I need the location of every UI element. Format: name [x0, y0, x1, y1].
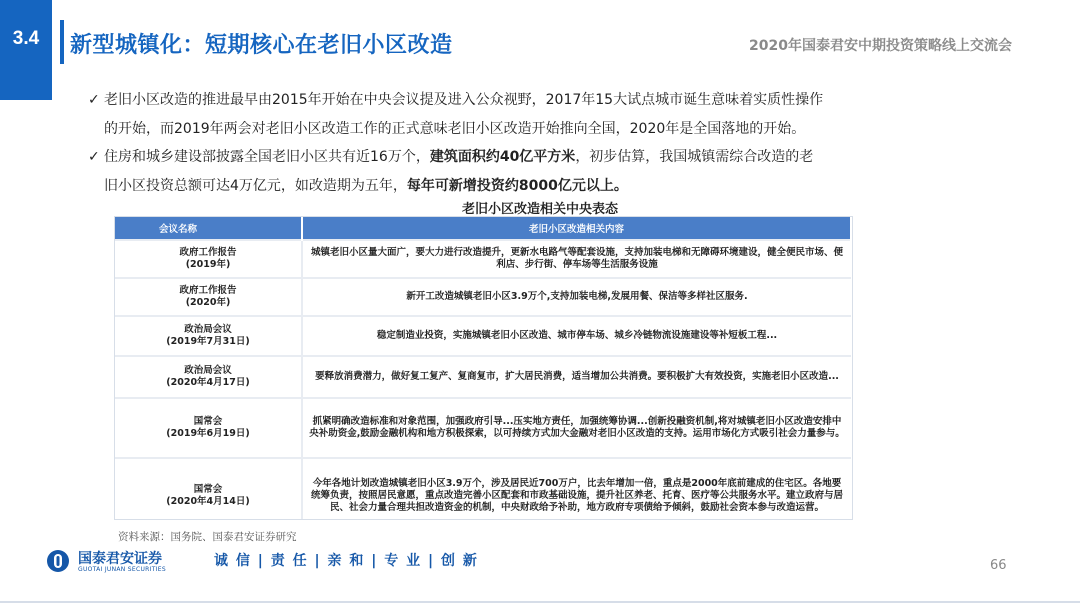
- bullet-2-text-d: 旧小区投资总额可达4万亿元，如改造期为五年，: [104, 177, 407, 194]
- content-cell: 新开工改造城镇老旧小区3.9万个,支持加装电梯,发展用餐、保洁等多样社区服务.: [302, 278, 851, 316]
- meeting-date: (2019年7月31日): [166, 336, 250, 347]
- logo-subtext: GUOTAI JUNAN SECURITIES: [78, 566, 166, 573]
- meeting-date: (2020年4月17日): [166, 377, 250, 388]
- section-number: 3.4: [12, 28, 40, 49]
- bullet-item-1-cont: [88, 115, 918, 144]
- content-cell: 抓紧明确改造标准和对象范围，加强政府引导...压实地方责任，加强统筹协调...创新投融资机制,将对城镇老旧小区改造安排中央补助资金,鼓励金融机构和地方积极探索，以可持续方式加大金融对老旧小区改造的支持。运用市场化方式吸引社会力量参与。: [302, 398, 851, 458]
- policy-table: [114, 216, 853, 520]
- source-note: 资料来源：国务院、国泰君安证券研究: [118, 531, 297, 543]
- logo-icon: [46, 549, 70, 573]
- table-row: [115, 356, 851, 398]
- bottom-divider: [0, 601, 1080, 603]
- meeting-date: (2020年4月14日): [166, 496, 250, 507]
- check-icon: ✓: [88, 149, 100, 165]
- table-row: [115, 458, 851, 520]
- meeting-cell: [115, 316, 302, 356]
- bullet-1-line-2: 的开始，而2019年两会对老旧小区改造工作的正式意味老旧小区改造开始推向全国，2020年是全国落地的开始。: [104, 120, 806, 137]
- table-row: [115, 240, 851, 278]
- meeting-name: 国常会: [193, 484, 223, 495]
- bullet-item-2-cont: [88, 172, 918, 201]
- meeting-cell: [115, 398, 302, 458]
- page-title: 新型城镇化：短期核心在老旧小区改造: [70, 33, 453, 58]
- bullet-2-highlight-area: 建筑面积约40亿平方米: [429, 149, 576, 165]
- meeting-cell: [115, 458, 302, 520]
- table-header-row: [115, 217, 851, 240]
- content-cell: 稳定制造业投资，实施城镇老旧小区改造、城市停车场、城乡冷链物流设施建设等补短板工程...: [302, 316, 851, 356]
- section-badge: [0, 0, 52, 100]
- meeting-date: (2020年): [185, 297, 231, 308]
- meeting-cell: [115, 356, 302, 398]
- meeting-name: 政府工作报告: [179, 285, 237, 296]
- table-caption: 老旧小区改造相关中央表态: [461, 202, 618, 217]
- bullet-2-highlight-investment: 每年可新增投资约8000亿元以上。: [406, 177, 628, 194]
- bullet-1-line-1: 老旧小区改造的推进最早由2015年开始在中央会议提及进入公众视野，2017年15大试点城市诞生意味着实质性操作: [104, 92, 824, 108]
- header-meeting: 会议名称: [115, 217, 302, 240]
- meeting-name: 国常会: [193, 416, 223, 427]
- bullet-2-text-c: ，初步估算，我国城镇需综合改造的老: [575, 149, 814, 165]
- table-row: [115, 278, 851, 316]
- event-title: 2020年国泰君安中期投资策略线上交流会: [749, 38, 1012, 54]
- meeting-date: (2019年): [185, 259, 231, 270]
- bullet-2-text-a: 住房和城乡建设部披露全国老旧小区共有近16万个，: [104, 149, 430, 165]
- meeting-cell: [115, 240, 302, 278]
- meeting-name: 政治局会议: [184, 324, 232, 335]
- content-cell: 城镇老旧小区量大面广，要大力进行改造提升，更新水电路气等配套设施，支持加装电梯和无障碍环境建设，健全便民市场、便利店、步行街、停车场等生活服务设施: [302, 240, 851, 278]
- table-row: [115, 398, 851, 458]
- bullet-item-2: [88, 143, 918, 172]
- slogan: 诚 信 | 责 任 | 亲 和 | 专 业 | 创 新: [214, 553, 479, 569]
- page-number: 66: [990, 558, 1007, 573]
- meeting-date: (2019年6月19日): [166, 428, 250, 439]
- company-logo: [46, 545, 206, 579]
- bullet-item-1: [88, 86, 918, 115]
- title-accent-bar: [60, 20, 64, 64]
- meeting-cell: [115, 278, 302, 316]
- content-cell: 要释放消费潜力，做好复工复产、复商复市，扩大居民消费，适当增加公共消费。要积极扩大有效投资，实施老旧小区改造...: [302, 356, 851, 398]
- logo-text: 国泰君安证券: [78, 551, 162, 567]
- meeting-name: 政治局会议: [184, 365, 232, 376]
- meeting-name: 政府工作报告: [179, 247, 237, 258]
- bullet-list: [88, 86, 918, 200]
- table-row: [115, 316, 851, 356]
- content-cell: 今年各地计划改造城镇老旧小区3.9万个，涉及居民近700万户，比去年增加一倍，重点是2000年底前建成的住宅区。各地要统筹负责，按照居民意愿，重点改造完善小区配套和市政基础设施，提升社区养老、托育、医疗等公共服务水平。建立政府与居民、社会力量合理共担改造资金的机制，中央财政给予补助，地方政府专项债给予倾斜，鼓励社会资本参与改造运营。: [302, 458, 851, 520]
- check-icon: ✓: [88, 92, 100, 108]
- header-content: 老旧小区改造相关内容: [302, 217, 851, 240]
